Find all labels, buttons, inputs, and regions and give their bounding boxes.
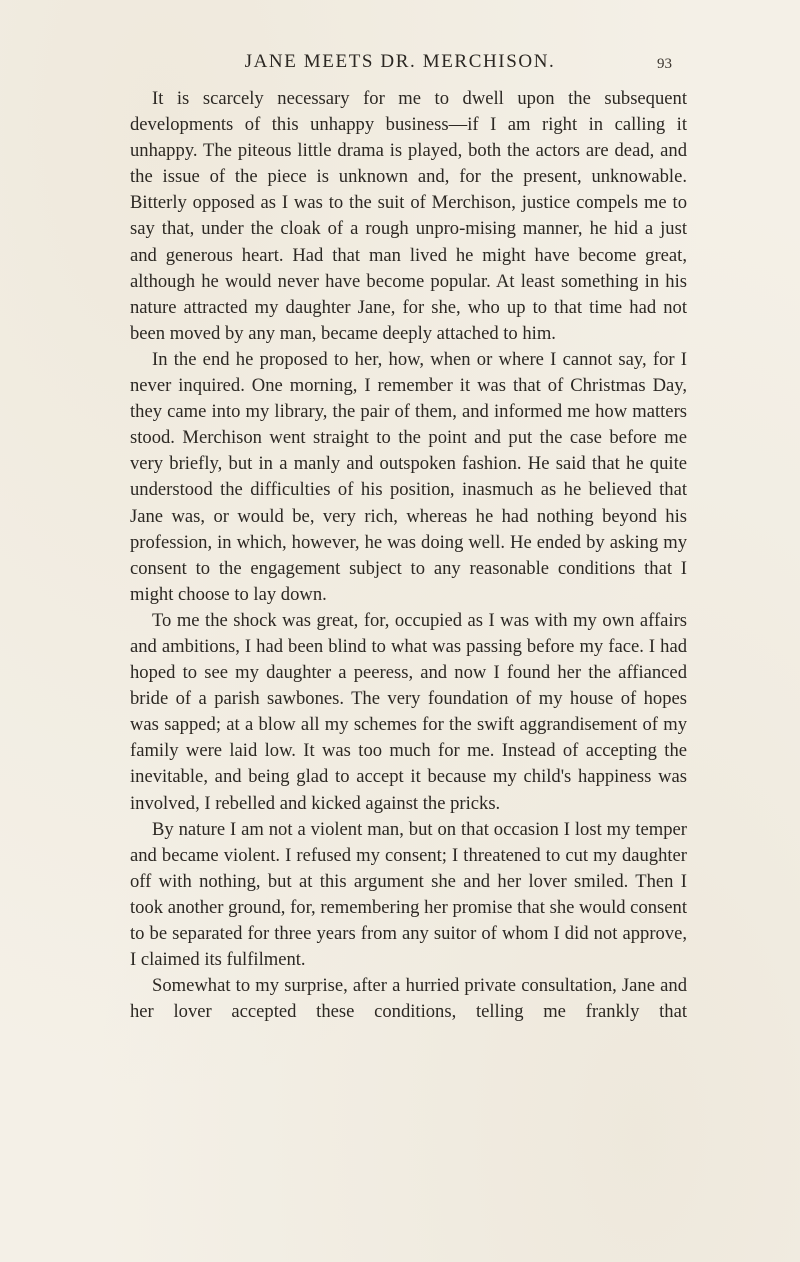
running-head	[0, 50, 800, 74]
running-title: JANE MEETS DR. MERCHISON.	[244, 51, 556, 72]
paragraph: Somewhat to my surprise, after a hurried private consultation, Jane and her lover accepted these conditions, telling me frankly that	[130, 975, 687, 1023]
paragraph: It is scarcely necessary for me to dwell upon the subsequent developments of this unhappy business—if I am right in calling it unhappy. The piteous little drama is played, both the actors are dead, and the issue of the piece is unknown and, for the present, unknowable. Bitterly opposed as I was to the suit of Merchison, justice compels me to say that, under the cloak of a rough unpro-mising manner, he hid a just and generous heart. Had that man lived he might have become great, although he would never have become popular. At least something in his nature attracted my daughter Jane, for she, who up to that time had not been moved by any man, became deeply attached to him.	[130, 88, 687, 344]
paragraph: By nature I am not a violent man, but on that occasion I lost my temper and became violent. I refused my consent; I threatened to cut my daughter off with nothing, but at this argument she and her lover smiled. Then I took another ground, for, remembering her promise that she would consent to be separated for three years from any suitor of whom I did not approve, I claimed its fulfilment.	[130, 818, 687, 971]
body-text	[130, 86, 687, 1025]
paragraph: In the end he proposed to her, how, when or where I cannot say, for I never inquired. One morning, I remember it was that of Christmas Day, they came into my library, the pair of them, and informed me how matters stood. Merchison went straight to the point and put the case before me very briefly, but in a manly and outspoken fashion. He said that he quite understood the difficulties of his position, inasmuch as he believed that Jane was, or would be, very rich, whereas he had nothing beyond his profession, in which, however, he was doing well. He ended by asking my consent to the engagement subject to any reasonable conditions that I might choose to lay down.	[130, 348, 687, 605]
paragraph: To me the shock was great, for, occupied as I was with my own affairs and ambitions, I had been blind to what was passing before my face. I had hoped to see my daughter a peeress, and now I found her the affianced bride of a parish sawbones. The very foundation of my house of hopes was sapped; at a blow all my schemes for the swift aggrandisement of my family were laid low. It was too much for me. Instead of accepting the inevitable, and being glad to accept it because my child's happiness was involved, I rebelled and kicked against the pricks.	[130, 609, 687, 814]
page-number: 93	[657, 56, 672, 72]
